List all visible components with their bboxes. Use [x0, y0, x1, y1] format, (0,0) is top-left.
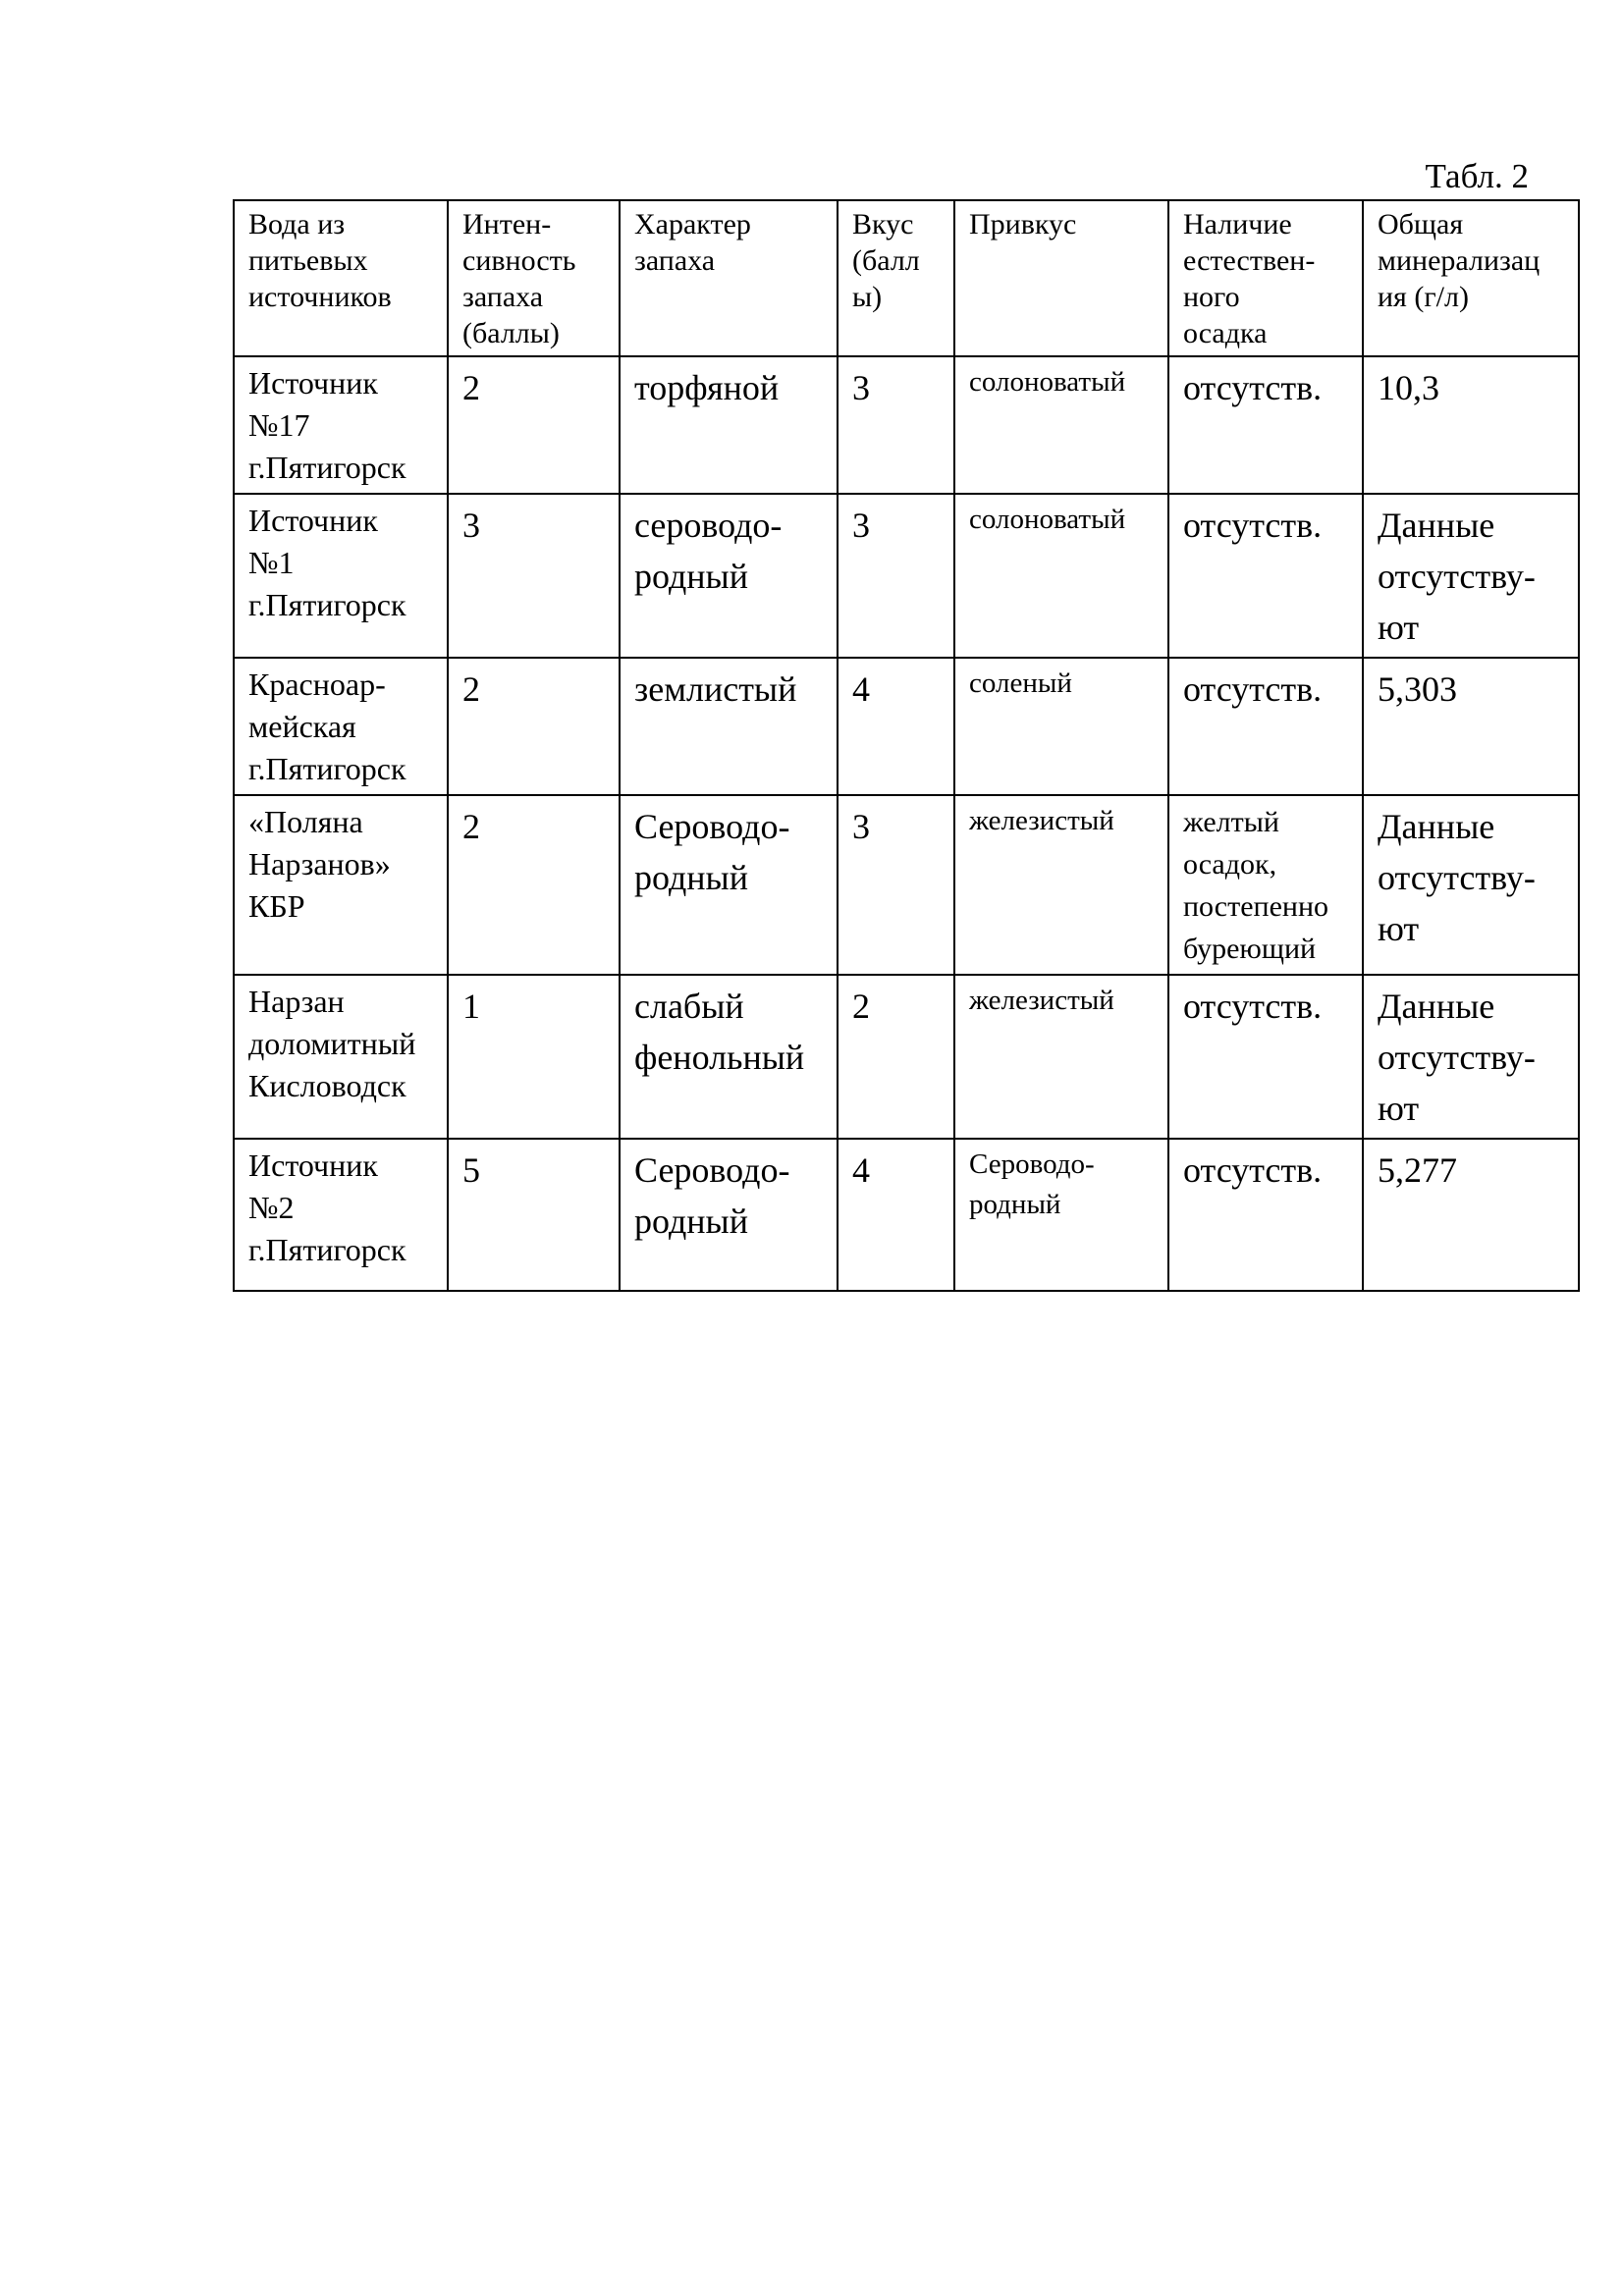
- source-cell: Нарзан доломитный Кисловодск: [234, 975, 448, 1139]
- table-row: [234, 975, 1579, 1139]
- source-cell: Красноар- мейская г.Пятигорск: [234, 658, 448, 795]
- table-caption: Табл. 2: [1425, 157, 1529, 195]
- taste-cell: 3: [838, 795, 954, 975]
- aftertaste-cell: солоноватый: [954, 356, 1168, 494]
- odor-cell: Сероводо- родный: [620, 795, 838, 975]
- intensity-cell: 2: [448, 356, 620, 494]
- aftertaste-cell: железистый: [954, 795, 1168, 975]
- taste-cell: 4: [838, 1139, 954, 1291]
- table-row: [234, 658, 1579, 795]
- table-header-row: [234, 200, 1579, 356]
- header-cell: Привкус: [954, 200, 1168, 356]
- table-row: [234, 1139, 1579, 1291]
- odor-cell: землистый: [620, 658, 838, 795]
- source-cell: Источник №1 г.Пятигорск: [234, 494, 448, 658]
- header-cell: Интен- сивность запаха (баллы): [448, 200, 620, 356]
- taste-cell: 3: [838, 494, 954, 658]
- header-cell: Наличие естествен- ного осадка: [1168, 200, 1363, 356]
- intensity-cell: 3: [448, 494, 620, 658]
- odor-cell: Сероводо- родный: [620, 1139, 838, 1291]
- header-cell: Вкус (балл ы): [838, 200, 954, 356]
- odor-cell: слабый фенольный: [620, 975, 838, 1139]
- header-cell: Общая минерализац ия (г/л): [1363, 200, 1579, 356]
- aftertaste-cell: железистый: [954, 975, 1168, 1139]
- odor-cell: торфяной: [620, 356, 838, 494]
- intensity-cell: 1: [448, 975, 620, 1139]
- intensity-cell: 2: [448, 658, 620, 795]
- sediment-cell: отсутств.: [1168, 658, 1363, 795]
- mineralization-cell: Данные отсутству- ют: [1363, 494, 1579, 658]
- sediment-cell: желтый осадок, постепенно буреющий: [1168, 795, 1363, 975]
- intensity-cell: 2: [448, 795, 620, 975]
- source-cell: Источник №17 г.Пятигорск: [234, 356, 448, 494]
- taste-cell: 2: [838, 975, 954, 1139]
- odor-cell: сероводо- родный: [620, 494, 838, 658]
- sediment-cell: отсутств.: [1168, 494, 1363, 658]
- aftertaste-cell: солоноватый: [954, 494, 1168, 658]
- table-row: [234, 795, 1579, 975]
- sediment-cell: отсутств.: [1168, 1139, 1363, 1291]
- aftertaste-cell: соленый: [954, 658, 1168, 795]
- aftertaste-cell: Сероводо- родный: [954, 1139, 1168, 1291]
- source-cell: «Поляна Нарзанов» КБР: [234, 795, 448, 975]
- water-quality-table: [233, 199, 1580, 1292]
- taste-cell: 4: [838, 658, 954, 795]
- intensity-cell: 5: [448, 1139, 620, 1291]
- sediment-cell: отсутств.: [1168, 356, 1363, 494]
- header-cell: Вода из питьевых источников: [234, 200, 448, 356]
- source-cell: Источник №2 г.Пятигорск: [234, 1139, 448, 1291]
- header-cell: Характер запаха: [620, 200, 838, 356]
- table-row: [234, 494, 1579, 658]
- mineralization-cell: 10,3: [1363, 356, 1579, 494]
- mineralization-cell: 5,277: [1363, 1139, 1579, 1291]
- mineralization-cell: Данные отсутству- ют: [1363, 795, 1579, 975]
- taste-cell: 3: [838, 356, 954, 494]
- table-row: [234, 356, 1579, 494]
- sediment-cell: отсутств.: [1168, 975, 1363, 1139]
- mineralization-cell: Данные отсутству- ют: [1363, 975, 1579, 1139]
- mineralization-cell: 5,303: [1363, 658, 1579, 795]
